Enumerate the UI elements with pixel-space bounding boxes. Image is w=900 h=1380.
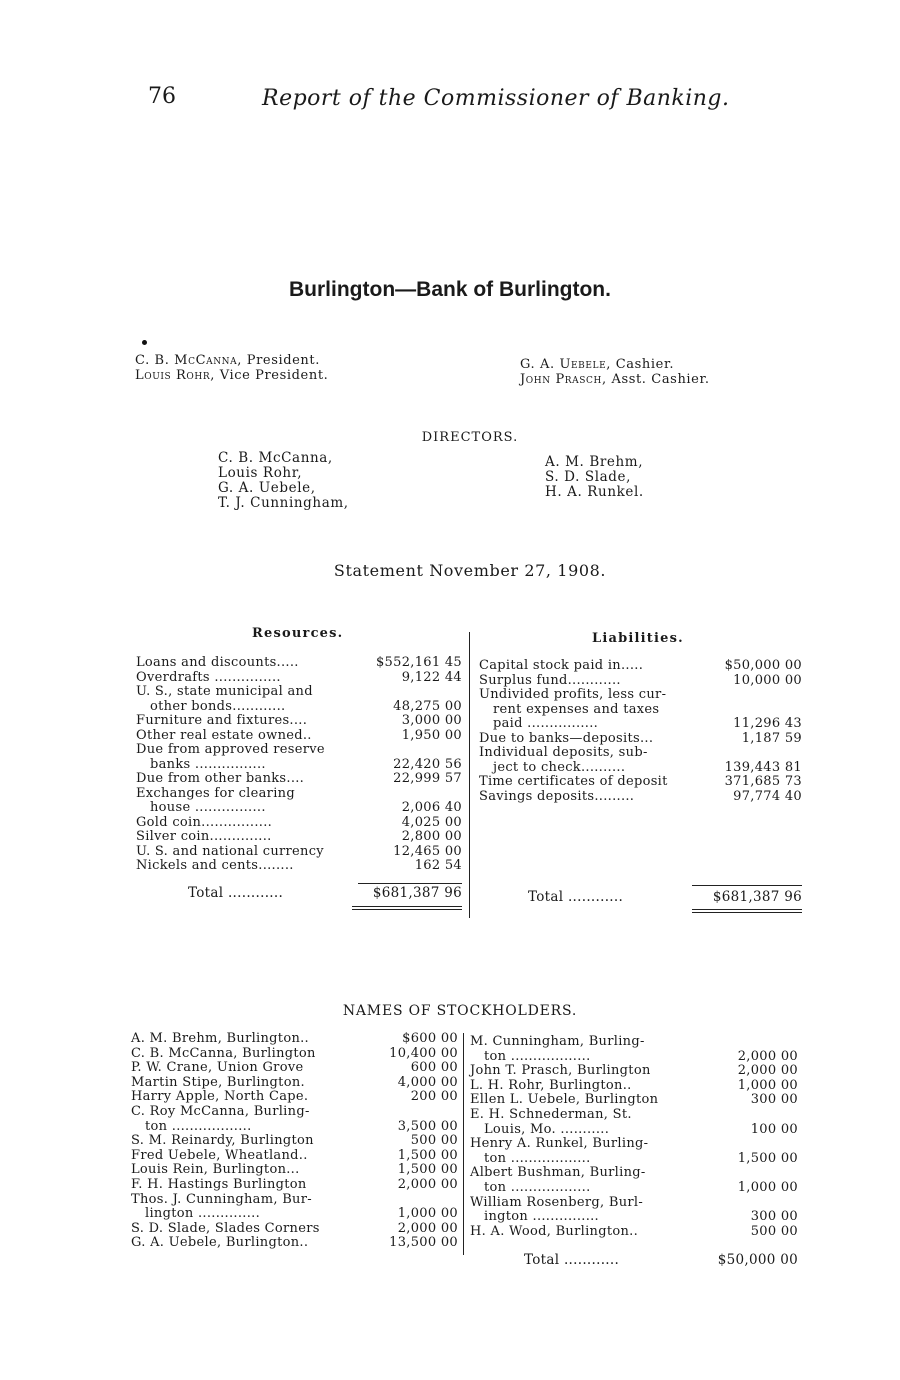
amount: 2,006 40 [401, 800, 462, 815]
total-amount: $50,000 00 [717, 1252, 798, 1268]
resource-label: U. S., state municipal and [136, 684, 313, 699]
stockholder-name: S. D. Slade, Slades Corners [131, 1220, 320, 1236]
stockholder-row [470, 1151, 798, 1166]
stockholder-name: ington ............... [484, 1209, 599, 1225]
amount: 1,000 00 [737, 1077, 798, 1093]
stockholder-name: Ellen L. Uebele, Burlington [470, 1092, 659, 1108]
stockholder-name: M. Cunningham, Burling- [470, 1034, 645, 1049]
resource-label: Overdrafts ............... [136, 669, 281, 685]
liability-label: ject to check.......... [493, 759, 626, 775]
resource-label: banks ................ [150, 756, 266, 772]
liability-row [479, 673, 802, 688]
stockholder-row [131, 1104, 458, 1119]
stockholder-name: Harry Apple, North Cape. [131, 1089, 309, 1105]
resource-row [136, 829, 462, 844]
ink-dot [142, 340, 147, 345]
director-left: C. B. McCanna, [218, 450, 333, 466]
amount: 22,420 56 [393, 756, 462, 772]
total-double-rule [352, 909, 462, 910]
stockholder-row [470, 1165, 798, 1180]
resource-row [136, 670, 462, 685]
amount: 2,000 00 [397, 1220, 458, 1236]
officer-name: G. A. Uebele [520, 357, 607, 372]
director-right: A. M. Brehm, [545, 454, 644, 470]
resources-total-row [188, 886, 462, 901]
officer-name: Louis Rohr [135, 368, 211, 383]
director-right: H. A. Runkel. [545, 484, 644, 500]
amount: 2,800 00 [401, 829, 462, 844]
resource-label: Nickels and cents........ [136, 858, 294, 873]
liability-label: rent expenses and taxes [493, 701, 660, 717]
resource-row [136, 684, 462, 699]
director-left: Louis Rohr, [218, 465, 303, 481]
liability-row [479, 745, 802, 760]
amount: 2,000 00 [737, 1063, 798, 1079]
directors-heading: DIRECTORS. [421, 430, 519, 445]
liability-row [479, 716, 802, 731]
resource-label: other bonds............ [150, 698, 286, 714]
stockholder-name: Henry A. Runkel, Burling- [470, 1136, 649, 1152]
amount: 300 00 [750, 1209, 798, 1225]
director-right: S. D. Slade, [545, 469, 632, 485]
total-label: Total ............ [528, 889, 624, 905]
stockholder-name: S. M. Reinardy, Burlington [131, 1133, 314, 1149]
stockholder-name: ton .................. [145, 1118, 252, 1134]
stockholder-row [131, 1075, 458, 1090]
stockholder-row [470, 1034, 798, 1049]
stockholder-row [470, 1063, 798, 1078]
total-label: Total ............ [524, 1252, 620, 1268]
resource-label: Due from approved reserve [136, 742, 325, 757]
amount: 162 54 [414, 858, 462, 873]
amount: 12,465 00 [393, 843, 462, 859]
officer-right-1: G. A. Uebele, Cashier. [520, 357, 675, 372]
amount: 1,500 00 [397, 1147, 458, 1163]
resources-heading: Resources. [252, 626, 344, 641]
stockholder-row [131, 1192, 458, 1207]
resource-label: Exchanges for clearing [136, 785, 295, 801]
officer-title: President. [246, 353, 320, 368]
resource-row [136, 815, 462, 830]
officer-name: John Prasch [520, 372, 602, 387]
amount: 139,443 81 [724, 759, 802, 775]
director-left: T. J. Cunningham, [218, 495, 349, 511]
resource-label: Silver coin.............. [136, 829, 272, 844]
stockholder-name: ton .................. [484, 1150, 591, 1166]
resource-row [136, 771, 462, 786]
resource-row [136, 800, 462, 815]
amount: 10,000 00 [733, 672, 802, 688]
liability-label: Due to banks—deposits... [479, 730, 654, 746]
amount: $552,161 45 [375, 655, 462, 670]
total-double-rule [692, 912, 802, 913]
amount: $50,000 00 [724, 658, 802, 673]
director-left: G. A. Uebele, [218, 480, 316, 496]
stockholder-row [131, 1162, 458, 1177]
amount: 1,500 00 [397, 1162, 458, 1178]
resource-row [136, 742, 462, 757]
stockholder-name: lington .............. [145, 1206, 261, 1222]
resource-label: Loans and discounts..... [136, 655, 299, 670]
officer-title: Asst. Cashier. [611, 372, 710, 387]
amount: 600 00 [410, 1060, 458, 1076]
stockholder-name: John T. Prasch, Burlington [470, 1063, 651, 1079]
stockholder-row [131, 1133, 458, 1148]
officer-right-2: John Prasch, Asst. Cashier. [520, 372, 710, 387]
liability-label: Undivided profits, less cur- [479, 687, 667, 702]
stockholder-row [131, 1177, 458, 1192]
amount: 100 00 [750, 1121, 798, 1137]
page-number: 76 [148, 84, 176, 109]
liability-row [479, 658, 802, 673]
stockholder-name: C. B. McCanna, Burlington [131, 1045, 316, 1061]
amount: 9,122 44 [401, 669, 462, 685]
amount: 97,774 40 [733, 788, 802, 804]
stockholders-total-row [524, 1253, 798, 1268]
officer-title: Vice President. [219, 368, 329, 383]
stockholder-name: Louis Rein, Burlington... [131, 1162, 300, 1178]
liability-label: Capital stock paid in..... [479, 658, 644, 673]
stockholder-row [131, 1060, 458, 1075]
stockholder-row [131, 1046, 458, 1061]
statement-date: Statement November 27, 1908. [333, 561, 607, 580]
resource-row [136, 786, 462, 801]
resource-row [136, 699, 462, 714]
amount: 1,500 00 [737, 1150, 798, 1166]
stockholder-row [470, 1180, 798, 1195]
liability-row [479, 760, 802, 775]
stockholder-row [131, 1235, 458, 1250]
stockholder-name: G. A. Uebele, Burlington.. [131, 1235, 309, 1251]
liability-label: Surplus fund............ [479, 672, 621, 688]
officer-left-1: C. B. McCanna, President. [135, 353, 320, 368]
resource-row [136, 655, 462, 670]
total-amount: $681,387 96 [712, 889, 802, 905]
amount: 4,000 00 [397, 1074, 458, 1090]
stockholder-row [470, 1092, 798, 1107]
amount: 22,999 57 [393, 771, 462, 786]
stockholder-row [131, 1148, 458, 1163]
stockholder-row [470, 1107, 798, 1122]
total-amount: $681,387 96 [372, 885, 462, 901]
amount: 1,950 00 [401, 727, 462, 743]
resource-label: Gold coin................ [136, 814, 273, 830]
stockholder-name: William Rosenberg, Burl- [470, 1194, 644, 1210]
stockholder-name: Fred Uebele, Wheatland.. [131, 1147, 308, 1163]
bank-title: Burlington—Bank of Burlington. [289, 278, 611, 301]
amount: 2,000 00 [737, 1048, 798, 1064]
column-divider [463, 1033, 464, 1255]
amount: 10,400 00 [389, 1045, 458, 1061]
stockholder-name: Martin Stipe, Burlington. [131, 1074, 305, 1090]
stockholder-name: ton .................. [484, 1048, 591, 1064]
liability-label: Time certificates of deposit [479, 774, 668, 789]
stockholder-name: C. Roy McCanna, Burling- [131, 1104, 310, 1119]
stockholder-row [131, 1089, 458, 1104]
resource-row [136, 844, 462, 859]
liabilities-heading: Liabilities. [592, 631, 684, 646]
liabilities-total-row [528, 890, 802, 905]
stockholder-name: Louis, Mo. ........... [484, 1121, 610, 1137]
resource-row [136, 713, 462, 728]
stockholder-name: F. H. Hastings Burlington [131, 1177, 307, 1192]
stockholder-row [131, 1031, 458, 1046]
amount: 300 00 [750, 1092, 798, 1108]
amount: 13,500 00 [389, 1235, 458, 1251]
stockholder-row [131, 1206, 458, 1221]
liability-label: Individual deposits, sub- [479, 745, 648, 760]
liability-row [479, 789, 802, 804]
officer-name: C. B. McCanna [135, 353, 238, 368]
column-divider [469, 632, 470, 918]
amount: 1,000 00 [397, 1206, 458, 1222]
resource-label: Other real estate owned.. [136, 727, 312, 743]
stockholder-name: Thos. J. Cunningham, Bur- [131, 1191, 312, 1207]
amount: 11,296 43 [733, 716, 802, 731]
total-double-rule [352, 906, 462, 907]
amount: 3,500 00 [397, 1118, 458, 1134]
stockholder-name: Albert Bushman, Burling- [470, 1165, 646, 1181]
stockholder-name: H. A. Wood, Burlington.. [470, 1223, 639, 1239]
stockholder-name: ton .................. [484, 1180, 591, 1195]
resource-row [136, 728, 462, 743]
stockholder-row [470, 1122, 798, 1137]
amount: 1,187 59 [741, 730, 802, 746]
liability-row [479, 702, 802, 717]
stockholder-name: A. M. Brehm, Burlington.. [131, 1031, 309, 1046]
amount: 3,000 00 [401, 713, 462, 728]
amount: 500 00 [410, 1133, 458, 1149]
resource-label: Furniture and fixtures.... [136, 713, 308, 728]
amount: $600 00 [402, 1031, 458, 1046]
amount: 2,000 00 [397, 1177, 458, 1192]
stockholder-row [470, 1078, 798, 1093]
liability-label: paid ................ [493, 716, 599, 731]
stockholders-heading: NAMES OF STOCKHOLDERS. [342, 1003, 578, 1019]
stockholder-row [470, 1195, 798, 1210]
stockholder-row [131, 1119, 458, 1134]
resource-row [136, 858, 462, 873]
liability-row [479, 774, 802, 789]
running-title: Report of the Commissioner of Banking. [262, 86, 730, 111]
total-rule [692, 885, 802, 886]
amount: 500 00 [750, 1223, 798, 1239]
total-double-rule [692, 909, 802, 910]
stockholder-name: L. H. Rohr, Burlington.. [470, 1077, 632, 1093]
stockholder-row [470, 1209, 798, 1224]
amount: 48,275 00 [393, 698, 462, 714]
officer-left-2: Louis Rohr, Vice President. [135, 368, 329, 383]
stockholder-row [470, 1136, 798, 1151]
stockholder-row [470, 1049, 798, 1064]
liability-row [479, 731, 802, 746]
total-label: Total ............ [188, 885, 284, 901]
total-rule [358, 883, 462, 884]
amount: 371,685 73 [724, 774, 802, 789]
stockholder-row [470, 1224, 798, 1239]
liability-label: Savings deposits......... [479, 788, 635, 804]
amount: 1,000 00 [737, 1180, 798, 1195]
resource-label: U. S. and national currency [136, 843, 324, 859]
stockholder-name: E. H. Schnederman, St. [470, 1107, 632, 1122]
resource-label: Due from other banks.... [136, 771, 305, 786]
stockholder-row [131, 1221, 458, 1236]
amount: 200 00 [410, 1089, 458, 1105]
amount: 4,025 00 [401, 814, 462, 830]
resource-label: house ................ [150, 800, 266, 815]
stockholder-name: P. W. Crane, Union Grove [131, 1060, 304, 1076]
resource-row [136, 757, 462, 772]
officer-title: Cashier. [615, 357, 675, 372]
liability-row [479, 687, 802, 702]
